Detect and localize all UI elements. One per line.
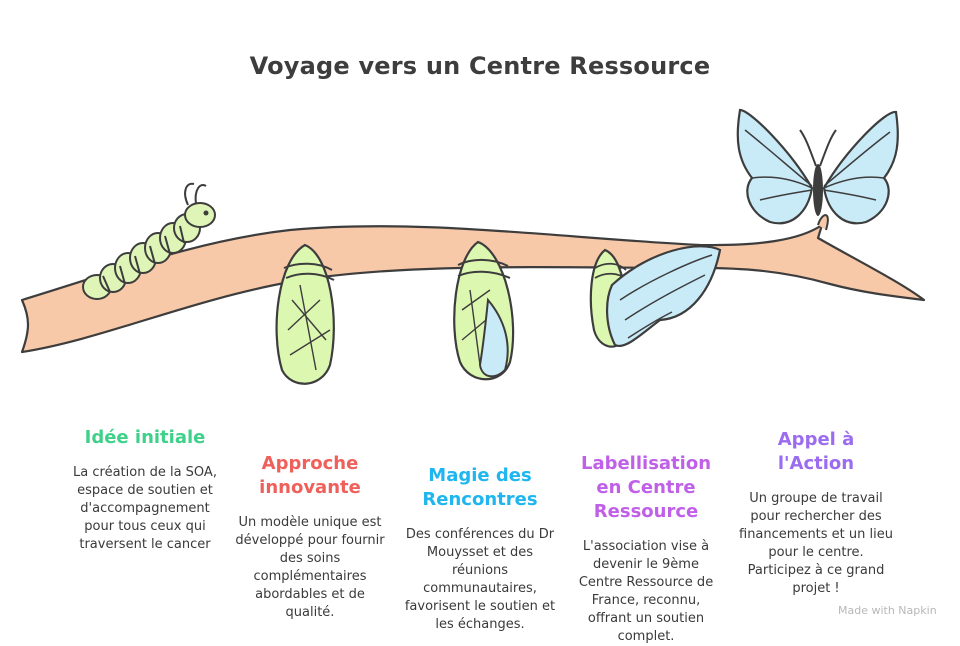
stage-description: Des conférences du Dr Mouysset et des réunions communautaires, favorisent le soutien et les échanges. bbox=[404, 527, 556, 632]
stage-title: Appel à l'Action bbox=[777, 429, 855, 474]
page-title: Voyage vers un Centre Ressource bbox=[249, 52, 711, 80]
napkin-watermark bbox=[838, 604, 937, 617]
stage-title: Approche innovante bbox=[259, 453, 361, 498]
butterfly-icon bbox=[738, 110, 898, 223]
stage-labellisation bbox=[570, 452, 722, 646]
stage-title: Magie des Rencontres bbox=[422, 465, 538, 510]
stage-title: Labellisation en Centre Ressource bbox=[580, 453, 712, 522]
stage-description: Un modèle unique est développé pour fournir des soins complémentaires abordables et de qualité. bbox=[235, 515, 385, 620]
stage-idee-initiale bbox=[70, 426, 220, 554]
stage-description: La création de la SOA, espace de soutien et d'accompagnement pour tous ceux qui traversent le cancer bbox=[73, 465, 217, 552]
stage-title: Idée initiale bbox=[84, 427, 206, 448]
stage-appel-action bbox=[738, 428, 894, 598]
stage-magie-des-rencontres bbox=[400, 464, 560, 634]
stage-description: Un groupe de travail pour rechercher des financements et un lieu pour le centre. Participez à ce grand projet ! bbox=[739, 491, 893, 596]
transformation-illustration bbox=[0, 95, 960, 405]
stage-description: L'association vise à devenir le 9ème Centre Ressource de France, reconnu, offrant un soutien complet. bbox=[578, 539, 714, 644]
watermark-text: Made with Napkin bbox=[838, 604, 937, 617]
butterfly-icon bbox=[591, 246, 720, 346]
stage-approche-innovante bbox=[232, 452, 388, 622]
